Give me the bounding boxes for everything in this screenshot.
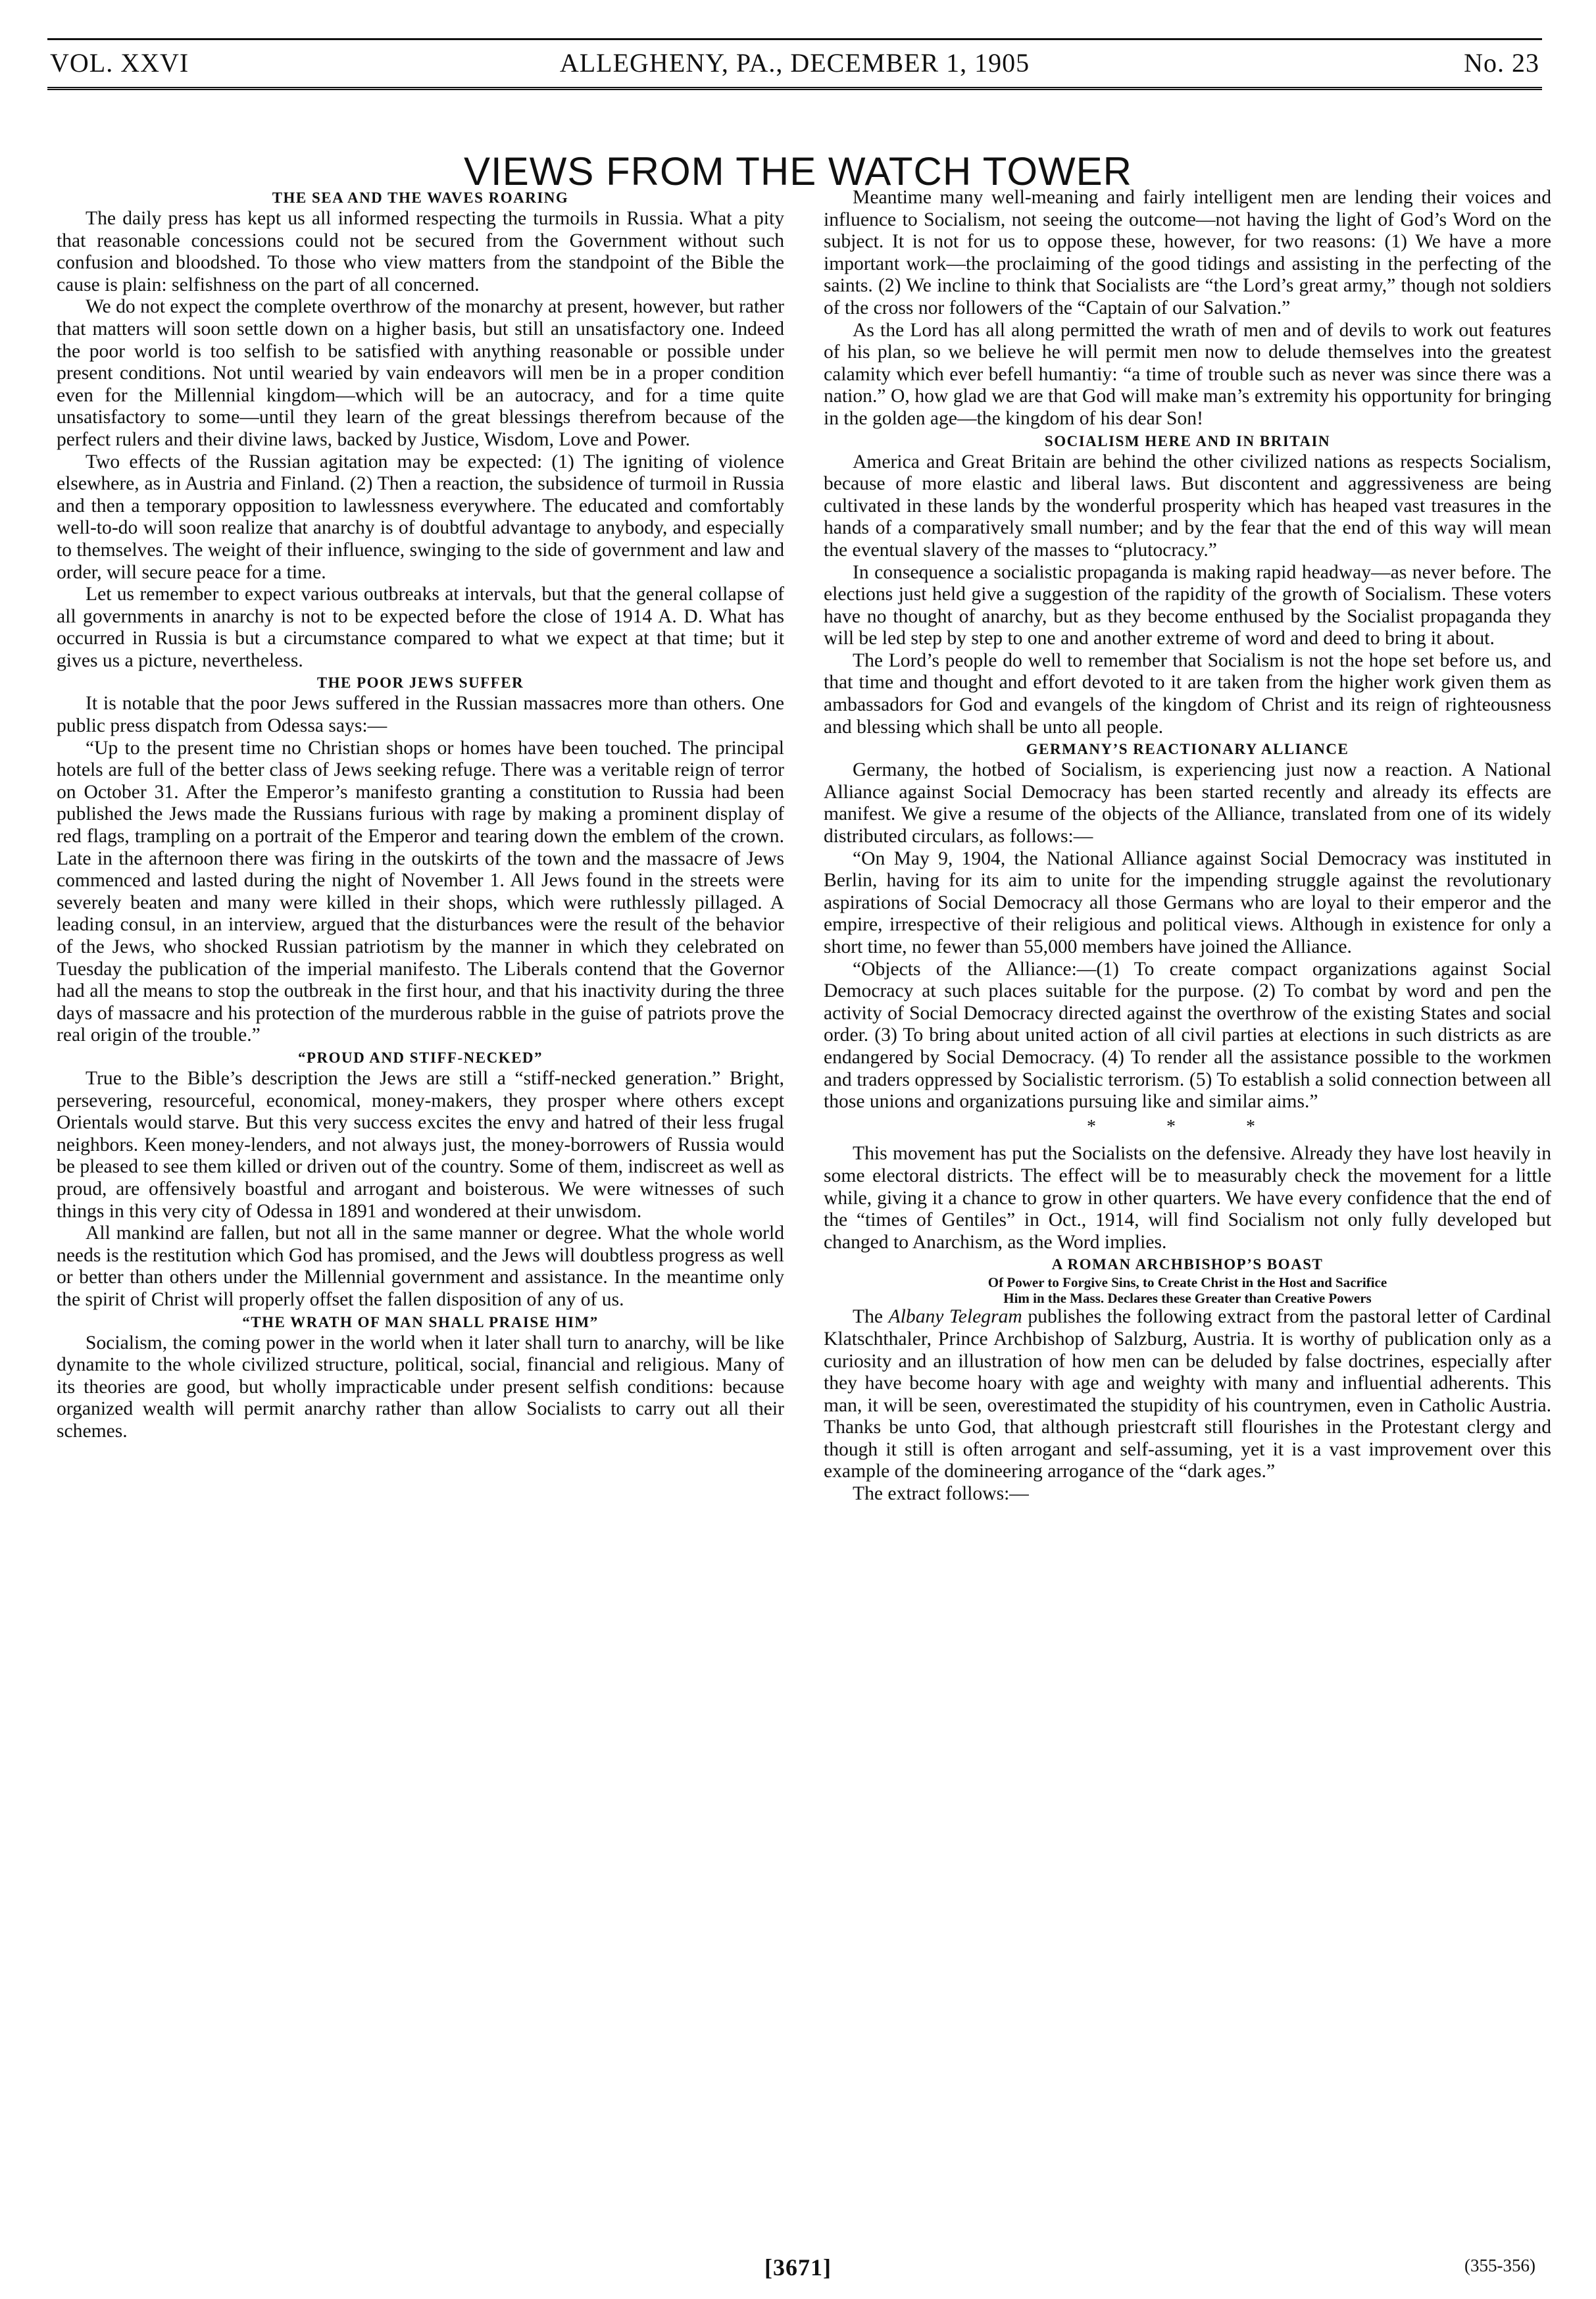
right-column: [824, 187, 1551, 1505]
page-folio: [3671]: [764, 2254, 832, 2281]
left-column: [57, 187, 784, 1442]
paragraph: The extract follows:—: [853, 1483, 1029, 1505]
paragraph: Let us remember to expect various outbreaks at intervals, but that the general collapse of all governments in anarchy is not to be expected before the close of 1914 A. D. What has occurred in Russia is but a circumstance compared to what we expect at that time; but it gives us a picture, nevertheless.: [57, 584, 784, 671]
masthead-bottom-rule: [47, 87, 1542, 94]
masthead-top-rule: [47, 38, 1542, 40]
paragraph: It is notable that the poor Jews suffered in the Russian massacres more than others. One public press dispatch from Odessa says:—: [57, 693, 784, 737]
paragraph: True to the Bible’s description the Jews are still a “stiff-necked generation.” Bright, persevering, resourceful, economical, money-makers, they prosper where others except Orientals would starve. But this very success excites the envy and hatred of their less frugal neighbors. Keen money-lenders, and not always just, the money-borrowers of Russia would be pleased to see them killed or driven out of the country. Some of them, indiscreet as well as proud, are offensively boastful and arrogant and boisterous. We were witnesses of such things in this very city of Odessa in 1891 and wondered at their unwisdom.: [57, 1067, 784, 1222]
section-heading: SOCIALISM HERE AND IN BRITAIN: [1044, 432, 1331, 449]
publication-title: Albany Telegram: [888, 1306, 1022, 1328]
paragraph: Meantime many well-meaning and fairly intelligent men are lending their voices and influence to Socialism, not seeing the outcome—not having the light of God’s Word on the subject. It is not for us to oppose these, however, for two reasons: (1) We have a more important work—the proclaiming of the good tidings and assisting in the perfecting of the saints. (2) We incline to think that Socialists are “the Lord’s great army,” though not soldiers of the cross nor followers of the “Captain of our Salvation.”: [824, 187, 1551, 318]
paragraph: In consequence a socialistic propaganda is making rapid headway—as never before. The elections just held give a suggestion of the rapidity of the growth of Socialism. These voters have no thought of anarchy, but as they become enthused by the Socialist propaganda they will be led step by step to one and another extreme of word and deed to bring it about.: [824, 561, 1551, 649]
section-heading: GERMANY’S REACTIONARY ALLIANCE: [1026, 741, 1349, 758]
paragraph: Socialism, the coming power in the world when it later shall turn to anarchy, will be like dynamite to the whole civilized structure, political, social, financial and religious. Many of its theories are good, but wholly impracticable under present selfish conditions: because organized wealth will permit anarchy rather than allow Socialists to carry out all their schemes.: [57, 1332, 784, 1442]
masthead-row: [47, 47, 1542, 82]
section-heading: “THE WRATH OF MAN SHALL PRAISE HIM”: [242, 1313, 599, 1330]
subheading-line: Of Power to Forgive Sins, to Create Christ in the Host and Sacrifice: [987, 1275, 1387, 1291]
paragraph: America and Great Britain are behind the other civilized nations as respects Socialism, because of more elastic and liberal laws. But discontent and aggressiveness are being cultivated in these lands by the wonderful prosperity which has heaped vast treasures in the hands of a comparatively small number; and by the fear that the end of this way will mean the eventual slavery of the masses to “plutocracy.”: [824, 451, 1551, 561]
quoted-dispatch: “Up to the present time no Christian shops or homes have been touched. The principal hotels are full of the better class of Jews seeking refuge. There was a veritable reign of terror on October 31. After the Emperor’s manifesto granting a constitution to Russia had been published the Jews made the Russians furious with rage by making a prominent display of red flags, trampling on a portrait of the Emperor and tearing down the emblem of the crown. Late in the afternoon there was firing in the outskirts of the town and the massacre of Jews commenced and lasted during the night of November 1. All Jews found in the streets were severely beaten and many were killed in their shops, which were ruthlessly pillaged. A leading consul, in an interview, argued that the disturbances were the result of the behavior of the Jews, who shocked Russian patriotism by the manner in which they celebrated on Tuesday the publication of the imperial manifesto. The Liberals contend that the Governor had all the means to stop the outbreak in the first hour, and that his inactivity during the three days of massacre and his protection of the murderous rabble in the guise of patriots prove the real origin of the trouble.”: [57, 737, 784, 1046]
section-heading: A ROMAN ARCHBISHOP’S BOAST: [1051, 1256, 1324, 1273]
page-range: (355-356): [1464, 2256, 1535, 2275]
paragraph: As the Lord has all along permitted the wrath of men and of devils to work out features of his plan, so we believe he will permit men now to delude themselves into the greatest calamity which ever befell humantiy: “a time of trouble such as never was since there was a nation.” O, how glad we are that God will make man’s extremity his opportunity for bringing in the golden age—the kingdom of his dear Son!: [824, 319, 1551, 429]
section-heading: “PROUD AND STIFF-NECKED”: [297, 1049, 543, 1066]
page-title: VIEWS FROM THE WATCH TOWER: [464, 149, 1132, 194]
section-heading: THE POOR JEWS SUFFER: [316, 674, 524, 692]
paragraph: We do not expect the complete overthrow of the monarchy at present, however, but rather that matters will soon settle down on a higher basis, but still an unsatisfactory one. Indeed the poor world is too selfish to be satisfied with anything reasonable or possible under present conditions. Not until wearied by vain endeavors will men be in a proper condition even for the Millennial kingdom—which will be an autocracy, and for a time quite unsatisfactory to some—until they learn of the great blessings therefrom because of the perfect rulers and their divine laws, backed by Justice, Wisdom, Love and Power.: [57, 296, 784, 450]
dateline: ALLEGHENY, PA., DECEMBER 1, 1905: [559, 48, 1030, 78]
volume-label: VOL. XXVI: [50, 48, 189, 78]
paragraph: Germany, the hotbed of Socialism, is experiencing just now a reaction. A National Alliance against Social Democracy has been started recently and already its effects are manifest. We give a resume of the objects of the Alliance, translated from one of its widely distributed circulars, as follows:—: [824, 759, 1551, 847]
quoted-circular: “On May 9, 1904, the National Alliance against Social Democracy was instituted in Berlin, having for its aim to unite for the impending struggle against the revolutionary aspirations of Social Democracy all those Germans who are loyal to their emperor and the empire, irrespective of their religious and political views. Although in existence for only a short time, no fewer than 55,000 members have joined the Alliance.: [824, 847, 1551, 957]
text-run: The: [853, 1306, 889, 1328]
section-heading: THE SEA AND THE WAVES ROARING: [272, 189, 569, 206]
issue-number: No. 23: [1464, 48, 1539, 78]
quoted-objects: “Objects of the Alliance:—(1) To create compact organizations against Social Democracy at such places suitable for the purpose. (2) To combat by word and pen the activity of Social Democracy directed against the overthrow of the existing States and social order. (3) To bring about united action of all civil parties at elections in such districts as are endangered by Social Democracy. (4) To render all the assistance possible to the workmen and traders oppressed by Socialistic terrorism. (5) To establish a solid connection between all those unions and organizations pursuing like and similar aims.”: [824, 958, 1551, 1113]
text-run: publishes the following extract from the pastoral letter of Cardinal Klatschthaler, Prince Archbishop of Salzburg, Austria. It is worthy of publication only as a curiosity and an illustration of how men can be deluded by false doctrines, especially after they have become hoary with age and weighty with many and influential adherents. This man, it will be seen, overestimated the stupidity of his countrymen, even in Catholic Austria. Thanks be unto God, that although priestcraft still flourishes in the Protestant clergy and though it still is often arrogant and self-assuming, yet it is a vast improvement over this example of the domineering arrogance of the “dark ages.”: [824, 1306, 1551, 1482]
paragraph: All mankind are fallen, but not all in the same manner or degree. What the whole world needs is the restitution which God has promised, and the Jews will doubtless progress as well or better than others under the Millennial government and assistance. In the meantime only the spirit of Christ will properly offset the fallen disposition of any of us.: [57, 1223, 784, 1310]
paragraph: This movement has put the Socialists on the defensive. Already they have lost heavily in some electoral districts. The effect will be to measurably check the movement for a little while, giving it a chance to grow in other quarters. We have every confidence that the end of the “times of Gentiles” in Oct., 1914, will find Socialism not only fully developed but changed to Anarchism, as the Word implies.: [824, 1143, 1551, 1253]
section-separator-stars: * * *: [1087, 1116, 1288, 1137]
paragraph: The Lord’s people do well to remember that Socialism is not the hope set before us, and that time and thought and effort devoted to it are taken from the higher work given them as ambassadors for God and evangels of the kingdom of Christ and its reign of righteousness and blessing which shall be unto all people.: [824, 649, 1551, 738]
subheading-line: Him in the Mass. Declares these Greater than Creative Powers: [1003, 1290, 1372, 1307]
paragraph: Two effects of the Russian agitation may be expected: (1) The igniting of violence elsewhere, as in Austria and Finland. (2) Then a reaction, the subsidence of turmoil in Russia and then a temporary opposition to lawlessness everywhere. The educated and comfortably well-to-do will soon realize that anarchy is of doubtful advantage to anybody, and especially to themselves. The weight of their influence, swinging to the side of government and law and order, will secure peace for a time.: [57, 451, 784, 583]
masthead: [47, 38, 1542, 96]
paragraph: The daily press has kept us all informed respecting the turmoils in Russia. What a pity that reasonable concessions could not be secured from the Government without such confusion and bloodshed. To those who view matters from the standpoint of the Bible the cause is plain: selfishness on the part of all concerned.: [57, 208, 784, 295]
paragraph: [824, 1306, 1551, 1483]
